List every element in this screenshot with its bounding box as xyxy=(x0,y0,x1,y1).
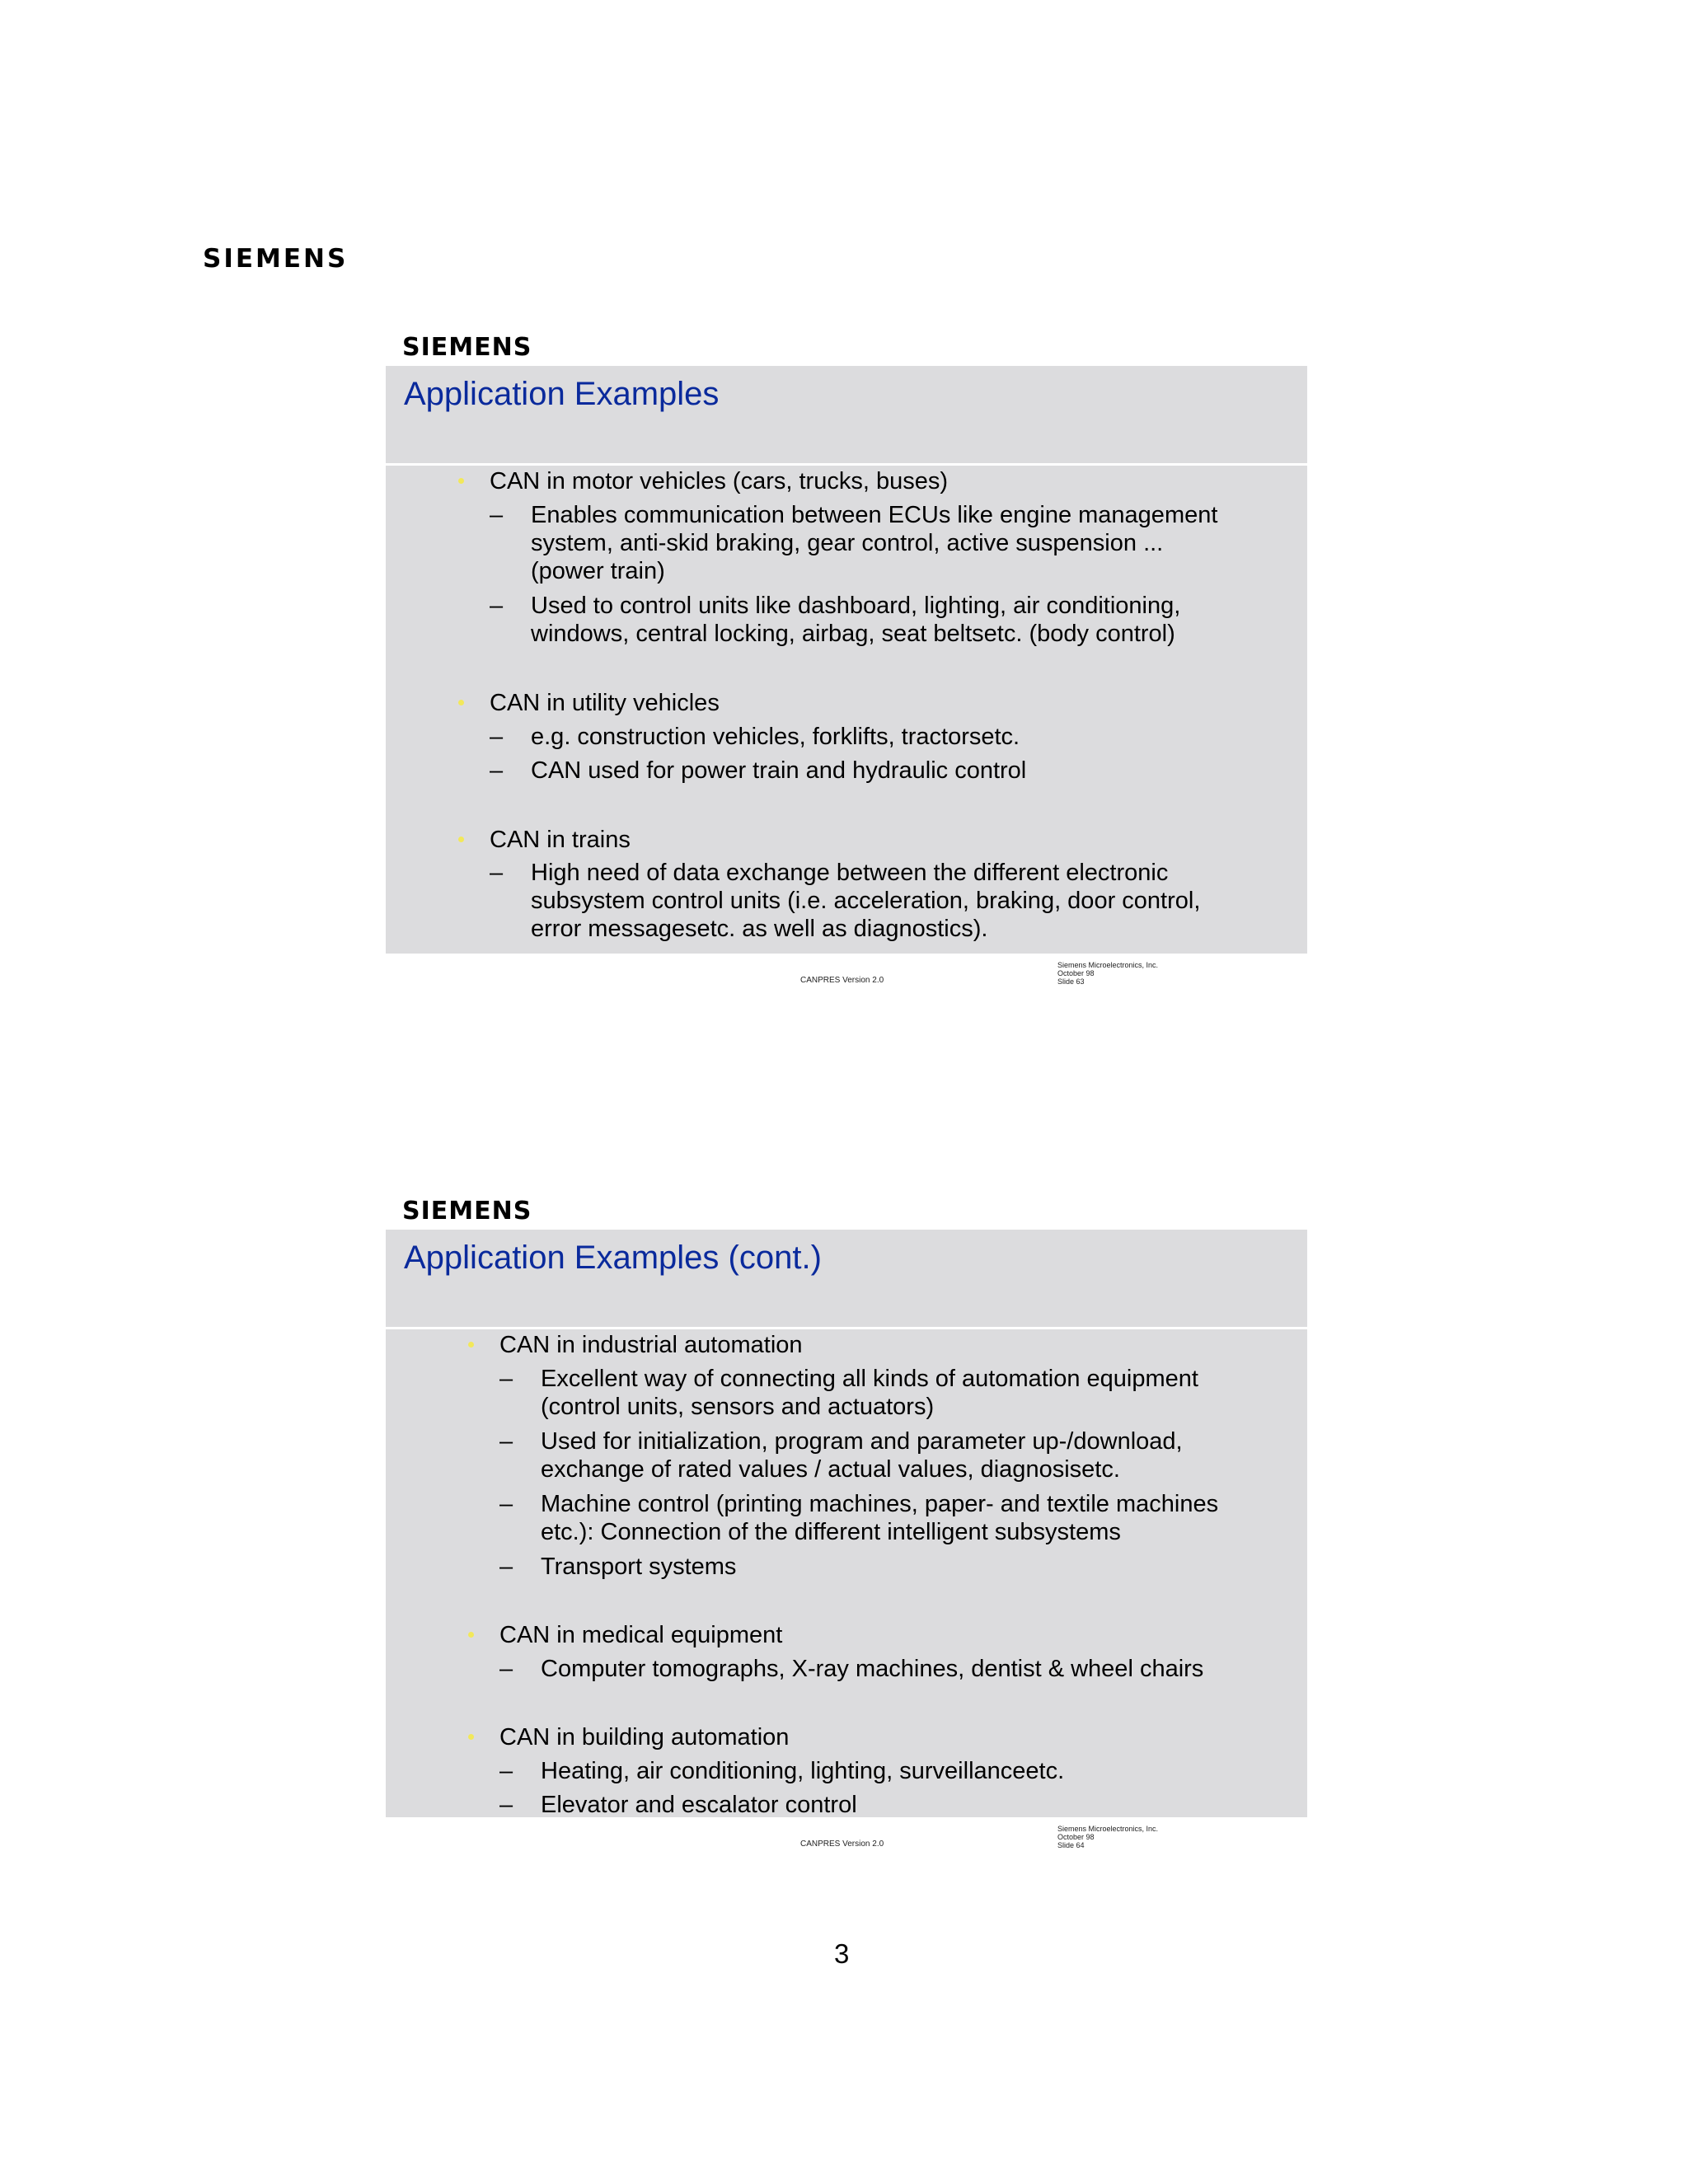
bullet-text: CAN in trains xyxy=(490,826,631,853)
footer-slide-number: Slide 64 xyxy=(1057,1841,1085,1849)
footer-company: Siemens Microelectronics, Inc. xyxy=(1057,1825,1159,1833)
sub-bullet-line: Computer tomographs, X-ray machines, dentist & wheel chairs xyxy=(541,1655,1204,1682)
dash-marker: – xyxy=(490,860,504,886)
slide-body xyxy=(386,466,1307,954)
sub-bullet-item xyxy=(490,859,1201,943)
sub-bullet-line: Elevator and escalator control xyxy=(541,1792,857,1818)
bullet-item xyxy=(499,1723,789,1751)
bullet-dot-icon xyxy=(468,1342,474,1347)
dash-marker: – xyxy=(499,1553,513,1580)
bullet-text: CAN in medical equipment xyxy=(499,1622,783,1648)
sub-bullet-line: Enables communication between ECUs like engine management xyxy=(531,501,1218,528)
slide-footer-info xyxy=(1057,961,1158,986)
bullet-dot-icon xyxy=(468,1734,474,1740)
sub-bullet-item xyxy=(490,501,1218,585)
sub-bullet-line: etc.): Connection of the different intelligent subsystems xyxy=(541,1518,1121,1545)
footer-date: October 98 xyxy=(1057,969,1095,977)
bullet-item xyxy=(490,467,948,495)
sub-bullet-line: Transport systems xyxy=(541,1553,737,1580)
sub-bullet-item xyxy=(490,723,1020,751)
dash-marker: – xyxy=(499,1365,513,1392)
slide-body xyxy=(386,1329,1307,1817)
sub-bullet-line: subsystem control units (i.e. acceleration, braking, door control, xyxy=(531,888,1201,914)
slide-title: Application Examples xyxy=(404,376,720,412)
sub-bullet-line: error messagesetc. as well as diagnostics). xyxy=(531,916,988,942)
bullet-text: CAN in industrial automation xyxy=(499,1332,803,1358)
dash-marker: – xyxy=(499,1792,513,1818)
sub-bullet-item xyxy=(499,1553,737,1581)
page-siemens-logo: SIEMENS xyxy=(203,244,349,274)
slide-footer-version: CANPRES Version 2.0 xyxy=(800,1840,884,1849)
sub-bullet-line: Used to control units like dashboard, lighting, air conditioning, xyxy=(531,593,1181,619)
slide-title-box xyxy=(386,366,1307,463)
dash-marker: – xyxy=(490,723,504,750)
sub-bullet-item xyxy=(499,1365,1198,1421)
sub-bullet-line: High need of data exchange between the different electronic xyxy=(531,860,1169,886)
slide-title-box xyxy=(386,1230,1307,1327)
sub-bullet-item xyxy=(499,1791,857,1819)
sub-bullet-line: Heating, air conditioning, lighting, surveillanceetc. xyxy=(541,1757,1065,1784)
sub-bullet-line: system, anti-skid braking, gear control, active suspension ... xyxy=(531,529,1164,556)
sub-bullet-line: Machine control (printing machines, paper- and textile machines xyxy=(541,1490,1219,1517)
sub-bullet-line: windows, central locking, airbag, seat beltsetc. (body control) xyxy=(531,621,1175,647)
bullet-item xyxy=(490,689,720,717)
slide-footer-info xyxy=(1057,1825,1158,1849)
sub-bullet-item xyxy=(499,1757,1065,1785)
sub-bullet-item xyxy=(490,757,1027,785)
bullet-item xyxy=(499,1331,803,1359)
sub-bullet-line: e.g. construction vehicles, forklifts, tractorsetc. xyxy=(531,723,1020,750)
sub-bullet-line: (power train) xyxy=(531,557,665,584)
bullet-dot-icon xyxy=(458,700,464,705)
sub-bullet-line: (control units, sensors and actuators) xyxy=(541,1393,935,1420)
dash-marker: – xyxy=(499,1427,513,1455)
bullet-text: CAN in building automation xyxy=(499,1724,790,1750)
slide-64 xyxy=(386,1197,1307,1856)
dash-marker: – xyxy=(499,1490,513,1517)
footer-date: October 98 xyxy=(1057,1833,1095,1841)
slide-63 xyxy=(386,333,1307,992)
bullet-dot-icon xyxy=(458,837,464,842)
slide-siemens-logo: SIEMENS xyxy=(402,1197,532,1226)
footer-slide-number: Slide 63 xyxy=(1057,977,1085,986)
sub-bullet-line: CAN used for power train and hydraulic control xyxy=(531,757,1027,784)
bullet-dot-icon xyxy=(458,478,464,484)
sub-bullet-item xyxy=(499,1655,1204,1683)
bullet-text: CAN in motor vehicles (cars, trucks, buses) xyxy=(490,468,948,494)
dash-marker: – xyxy=(490,757,504,784)
dash-marker: – xyxy=(490,593,504,619)
dash-marker: – xyxy=(499,1757,513,1784)
slide-title: Application Examples (cont.) xyxy=(404,1240,822,1276)
slide-footer-version: CANPRES Version 2.0 xyxy=(800,976,884,985)
page-number: 3 xyxy=(834,1938,850,1969)
slide-siemens-logo: SIEMENS xyxy=(402,333,532,362)
bullet-dot-icon xyxy=(468,1632,474,1638)
bullet-item xyxy=(490,826,631,854)
sub-bullet-item xyxy=(499,1490,1219,1546)
dash-marker: – xyxy=(490,501,504,528)
sub-bullet-line: Excellent way of connecting all kinds of automation equipment xyxy=(541,1365,1198,1392)
sub-bullet-line: Used for initialization, program and parameter up-/download, xyxy=(541,1427,1183,1455)
sub-bullet-item xyxy=(490,592,1181,648)
bullet-item xyxy=(499,1621,782,1649)
sub-bullet-line: exchange of rated values / actual values, diagnosisetc. xyxy=(541,1455,1120,1483)
sub-bullet-item xyxy=(499,1427,1183,1483)
dash-marker: – xyxy=(499,1655,513,1682)
footer-company: Siemens Microelectronics, Inc. xyxy=(1057,961,1159,969)
bullet-text: CAN in utility vehicles xyxy=(490,690,720,716)
